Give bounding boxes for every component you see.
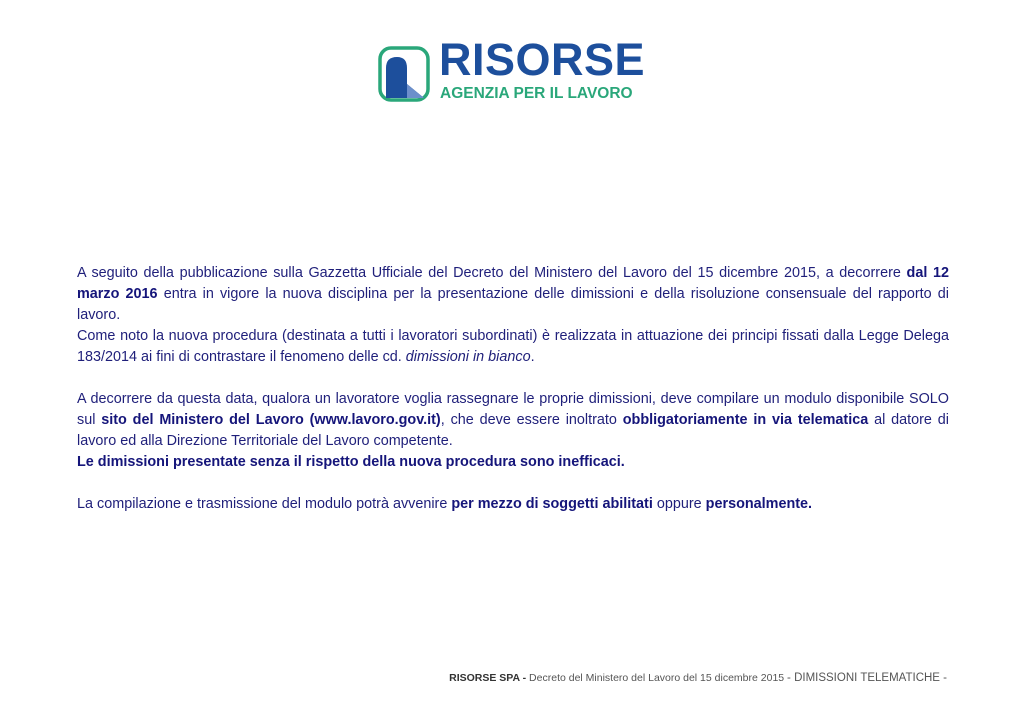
paragraph-decree: A seguito della pubblicazione sulla Gazzetta Ufficiale del Decreto del Ministero del Lavoro del 15 dicembre 2015, a decorrere dal 12 marzo 2016 entra in vigore la nuova disciplina per la presentazione delle dimissioni e della risoluzione consensuale del rapporto di lavoro. — [77, 265, 949, 323]
footer-company: RISORSE SPA - — [449, 672, 527, 684]
page-footer — [449, 672, 947, 684]
paragraph-module: A decorrere da questa data, qualora un lavoratore voglia rassegnare le proprie dimissioni, deve compilare un modulo disponibile SOLO sul sito del Ministero del Lavoro (www.lavoro.gov.it), che deve essere inoltrato obbligatoriamente in via telematica al datore di lavoro ed alla Direzione Territoriale del Lavoro competente. — [77, 391, 949, 449]
logo-title: RISORSE — [439, 34, 646, 85]
telematic-requirement: obbligatoriamente in via telematica — [622, 412, 869, 428]
ministry-site: sito del Ministero del Lavoro (www.lavoro.gov.it) — [101, 412, 441, 428]
risorse-logo-icon — [378, 46, 430, 102]
paragraph-warning: Le dimissioni presentate senza il rispetto della nuova procedura sono inefficaci. — [77, 454, 625, 470]
personally: personalmente. — [705, 496, 813, 512]
effective-date: dal 12 marzo 2016 — [77, 265, 949, 302]
logo-subtitle: AGENZIA PER IL LAVORO — [440, 85, 633, 102]
authorized-subjects: per mezzo di soggetti abilitati — [451, 496, 653, 512]
paragraph-procedure: Come noto la nuova procedura (destinata a tutti i lavoratori subordinati) è realizzata in attuazione dei principi fissati dalla Legge Delega 183/2014 ai fini di contrastare il fenomeno delle cd. dimissioni in bianco. — [77, 328, 949, 365]
footer-topic: - DIMISSIONI TELEMATICHE - — [787, 672, 947, 684]
footer-decree: Decreto del Ministero del Lavoro del 15 dicembre 2015 — [526, 672, 788, 684]
dimissioni-in-bianco: dimissioni in bianco — [405, 349, 531, 365]
spacer — [77, 368, 949, 389]
spacer — [77, 473, 949, 494]
paragraph-submission: La compilazione e trasmissione del modulo potrà avvenire per mezzo di soggetti abilitati oppure personalmente. — [77, 496, 813, 512]
document-body — [77, 263, 949, 515]
company-logo — [378, 34, 648, 104]
